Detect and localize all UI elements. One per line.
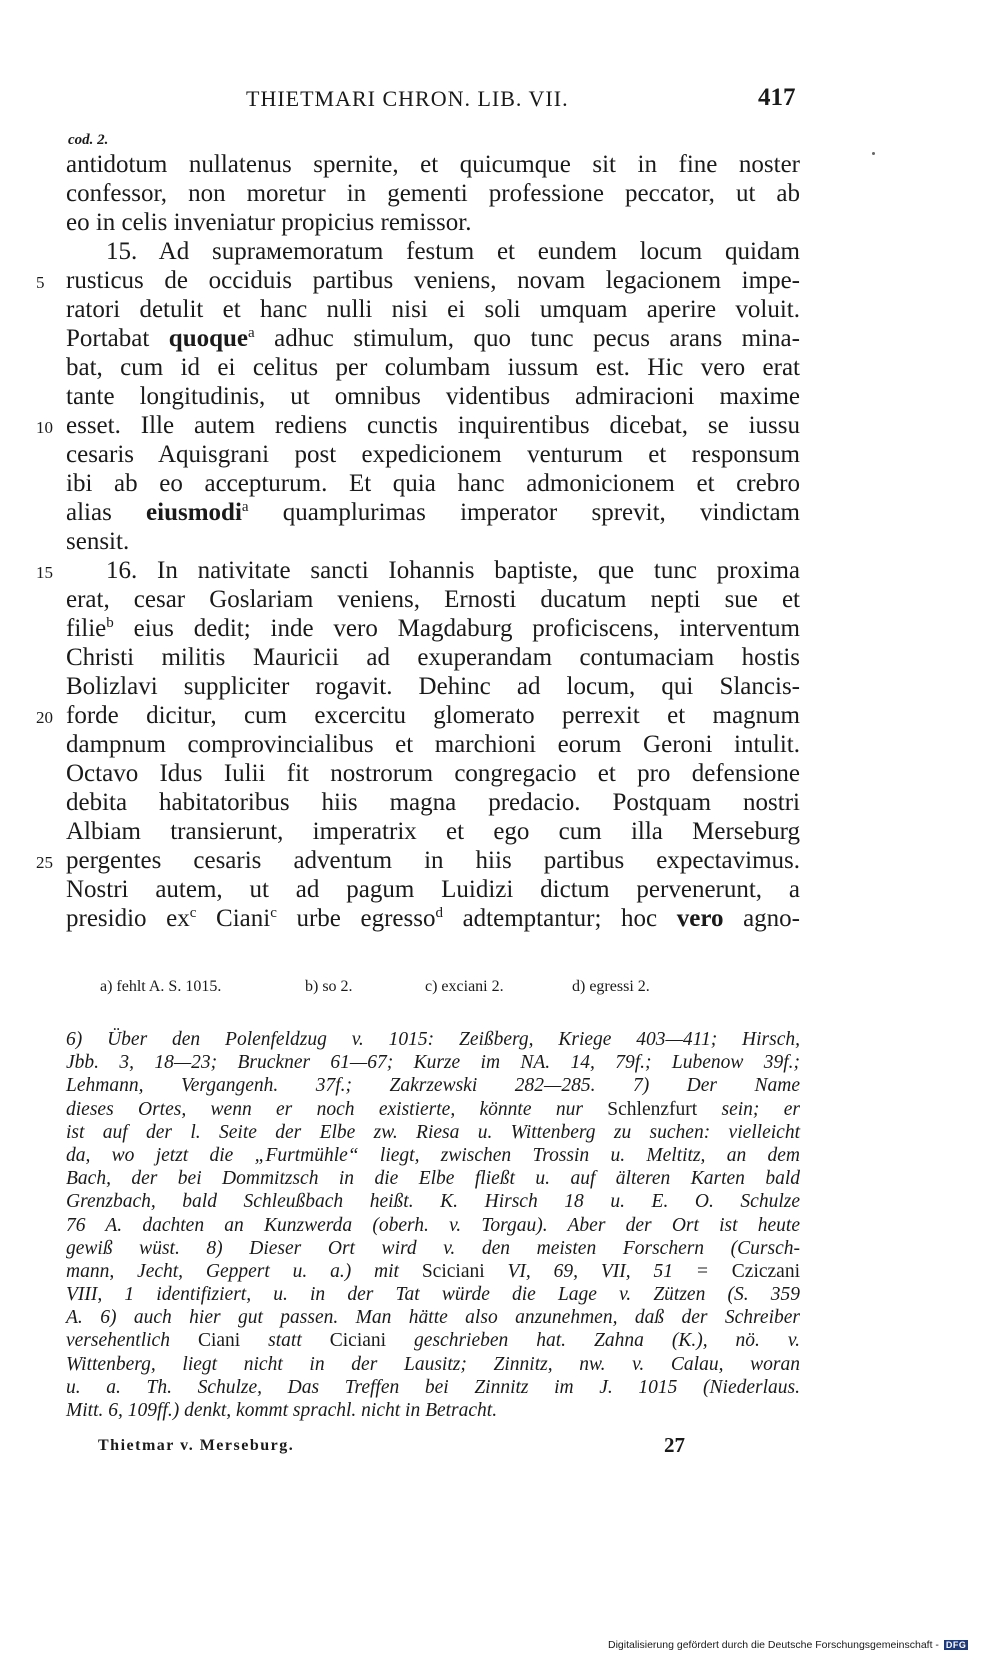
text-run: mann, Jecht, Geppert u. a.) mit	[66, 1260, 422, 1282]
text-run: Bolizlavi suppliciter rogavit. Dehinc ad locum, qui Slancis-	[66, 673, 800, 700]
apparatus-criticus	[100, 978, 720, 1002]
line-text	[66, 585, 800, 614]
text-line	[66, 498, 800, 527]
text-run: urbe egresso	[276, 905, 436, 932]
footnote-line	[66, 1121, 800, 1144]
text-run: esset. Ille autem rediens cunctis inquirentibus dicebat, se iussu	[66, 412, 800, 439]
footnote-marker: b	[106, 615, 114, 631]
footnote-marker: c	[189, 905, 197, 921]
text-line	[66, 179, 800, 208]
line-text	[66, 614, 800, 643]
bold-word: eiusmodi	[146, 499, 242, 526]
footnote-marker: d	[435, 905, 443, 921]
line-number: 10	[36, 418, 53, 437]
main-text	[36, 150, 800, 933]
line-text	[66, 759, 800, 788]
text-run: Mitt. 6, 109ff.) denkt, kommt sprachl. nicht in Betracht.	[66, 1400, 498, 1421]
footnote-line	[66, 1260, 800, 1283]
text-run: Bach, der bei Dommitzsch in die Elbe fließt u. auf älteren Karten bald	[66, 1168, 800, 1190]
footnote-line	[66, 1074, 800, 1097]
line-text	[66, 208, 800, 237]
line-text	[66, 324, 800, 353]
text-run: 6) Über den Polenfeldzug v. 1015: Zeißberg, Kriege 403—411; Hirsch,	[66, 1029, 800, 1050]
text-run: Portabat	[66, 325, 169, 352]
line-number: 15	[36, 563, 53, 582]
text-run: eius dedit; inde vero Magdaburg proficiscens, interventum	[113, 615, 800, 642]
roman-word: Ciciani	[329, 1330, 387, 1352]
paper-speck	[872, 152, 875, 155]
codex-label: cod. 2.	[68, 132, 109, 148]
line-text	[66, 411, 800, 440]
text-line	[66, 759, 800, 788]
line-text	[66, 904, 800, 933]
footnote-marker: a	[241, 499, 249, 515]
text-run: versehentlich	[66, 1330, 198, 1352]
text-run: filie	[66, 615, 107, 642]
footnote-line	[66, 1144, 800, 1167]
footnote-line	[66, 1376, 800, 1399]
running-header	[0, 84, 1000, 118]
text-run: tante longitudinis, ut omnibus videntibus admiracioni maxime	[66, 383, 800, 410]
line-text	[66, 353, 800, 382]
text-line	[36, 411, 800, 440]
bold-word: quoque	[168, 325, 249, 352]
text-run: adtemptantur; hoc	[442, 905, 677, 932]
footnote-line	[66, 1237, 800, 1260]
line-number: 5	[36, 273, 45, 292]
dfg-logo: DFG	[945, 1640, 967, 1650]
line-text	[66, 469, 800, 498]
footnote-line	[66, 1353, 800, 1376]
text-line	[66, 150, 800, 179]
text-run: ist auf der l. Seite der Elbe zw. Riesa u. Wittenberg zu suchen: vielleicht	[66, 1121, 800, 1143]
line-text	[66, 440, 800, 469]
text-line	[36, 266, 800, 295]
line-text	[66, 527, 800, 556]
text-run: VIII, 1 identifiziert, u. in der Tat würde die Lage v. Zützen (S. 359	[66, 1284, 800, 1306]
footnote-line	[66, 1399, 800, 1422]
text-line	[66, 904, 800, 933]
text-run: pergentes cesaris adventum in hiis partibus expectavimus.	[66, 847, 800, 874]
line-text	[66, 382, 800, 411]
footnote-line	[66, 1051, 800, 1074]
text-line	[66, 237, 800, 266]
line-text	[66, 875, 800, 904]
footnote-line	[66, 1098, 800, 1121]
text-run: forde dicitur, cum excercitu glomerato perrexit et magnum	[66, 702, 800, 729]
text-run: presidio ex	[66, 905, 190, 932]
printer-signature: Thietmar v. Merseburg.	[98, 1437, 295, 1454]
text-line	[66, 382, 800, 411]
text-run: debita habitatoribus hiis magna predacio. Postquam nostri	[66, 789, 800, 816]
roman-word: Sciciani	[421, 1260, 485, 1282]
text-line	[66, 353, 800, 382]
apparatus-note-c: c) exciani 2.	[425, 978, 504, 995]
text-run: antidotum nullatenus spernite, et quicumque sit in fine noster	[66, 151, 800, 178]
text-line	[66, 788, 800, 817]
line-text	[66, 643, 800, 672]
text-run: da, wo jetzt die „Furtmühle“ liegt, zwischen Trossin u. Meltitz, an dem	[66, 1144, 800, 1166]
line-text	[106, 237, 800, 266]
text-run: erat, cesar Goslariam veniens, Ernosti ducatum nepti sue et	[66, 586, 800, 613]
text-line	[66, 295, 800, 324]
text-run: 15. Ad suprамemoratum festum et eundem locum quidam	[106, 238, 800, 265]
roman-word: Ciani	[197, 1330, 241, 1352]
digitization-text: Digitalisierung gefördert durch die Deutsche Forschungsgemeinschaft -	[608, 1639, 939, 1651]
line-text	[66, 788, 800, 817]
line-text	[66, 150, 800, 179]
text-run: Nostri autem, ut ad pagum Luidizi dictum pervenerunt, a	[66, 876, 800, 903]
text-line	[36, 846, 800, 875]
sheet-number: 27	[664, 1433, 685, 1457]
text-run: alias	[66, 499, 147, 526]
line-text	[66, 672, 800, 701]
footnote-line	[66, 1306, 800, 1329]
text-run: Wittenberg, liegt nicht in der Lausitz; Zinnitz, nw. v. Calau, woran	[66, 1353, 800, 1375]
text-run: Jbb. 3, 18—23; Bruckner 61—67; Kurze im NA. 14, 79f.; Lubenow 39f.;	[66, 1052, 800, 1074]
text-line	[66, 469, 800, 498]
footnote-marker: c	[270, 905, 277, 921]
line-text	[66, 498, 800, 527]
line-text	[66, 817, 800, 846]
footnote-line	[66, 1167, 800, 1190]
text-line	[36, 556, 800, 585]
apparatus-note-b: b) so 2.	[305, 978, 353, 995]
text-run: ratori detulit et hanc nulli nisi ei soli umquam aperire voluit.	[66, 296, 800, 323]
text-line	[66, 208, 800, 237]
text-run: sein; er	[697, 1098, 800, 1120]
text-line	[66, 585, 800, 614]
apparatus-note-a: a) fehlt A. S. 1015.	[100, 978, 222, 995]
text-run: adhuc stimulum, quo tunc pecus arans mina-	[254, 325, 800, 352]
text-run: Ciani	[196, 905, 271, 932]
footnote-line	[66, 1283, 800, 1306]
text-run: Lehmann, Vergangenh. 37f.; Zakrzewski 282—285. 7) Der Name	[66, 1075, 800, 1097]
line-text	[66, 701, 800, 730]
text-line	[66, 324, 800, 353]
text-run: confessor, non moretur in gementi professione peccator, ut ab	[66, 180, 800, 207]
line-text	[66, 730, 800, 759]
line-text	[66, 295, 800, 324]
page-number: 417	[758, 84, 796, 111]
text-run: Grenzbach, bald Schleußbach heißt. K. Hirsch 18 u. E. O. Schulze	[66, 1191, 800, 1213]
line-number: 25	[36, 853, 53, 872]
footnote-marker: a	[248, 325, 255, 341]
footnotes	[66, 1028, 800, 1422]
text-run: 76 A. dachten an Kunzwerda (oberh. v. Torgau). Aber der Ort ist heute	[66, 1214, 800, 1236]
text-line	[36, 701, 800, 730]
footnote-line	[66, 1329, 800, 1352]
text-line	[66, 817, 800, 846]
text-run: gewiß wüst. 8) Dieser Ort wird v. den meisten Forschern (Cursch-	[66, 1237, 800, 1259]
text-run: statt	[240, 1330, 330, 1352]
bold-word: vero	[676, 905, 724, 932]
text-run: cesaris Aquisgrani post expedicionem venturum et responsum	[66, 441, 800, 468]
text-line	[66, 440, 800, 469]
text-run: agno-	[723, 905, 800, 932]
roman-word: Cziczani	[731, 1260, 801, 1282]
text-run: bat, cum id ei celitus per columbam iussum est. Hic vero erat	[66, 354, 800, 381]
text-run: quamplurimas imperator sprevit, vindictam	[248, 499, 800, 526]
apparatus-note-d: d) egressi 2.	[572, 978, 650, 995]
text-run: dieses Ortes, wenn er noch existierte, könnte nur	[66, 1098, 608, 1120]
text-run: VI, 69, VII, 51 =	[484, 1260, 732, 1282]
text-line	[66, 643, 800, 672]
text-run: ibi ab eo accepturum. Et quia hanc admonicionem et crebro	[66, 470, 800, 497]
text-run: rusticus de occiduis partibus veniens, novam legacionem impe-	[66, 267, 800, 294]
text-run: geschrieben hat. Zahna (K.), nö. v.	[386, 1330, 800, 1352]
text-line	[66, 614, 800, 643]
text-run: Albiam transierunt, imperatrix et ego cum illa Merseburg	[66, 818, 800, 845]
text-line	[66, 730, 800, 759]
text-run: eo in celis inveniatur propicius remissor.	[66, 209, 472, 236]
line-text	[106, 556, 800, 585]
text-run: A. 6) auch hier gut passen. Man hätte also anzunehmen, daß der Schreiber	[66, 1307, 800, 1329]
footnote-line	[66, 1028, 800, 1051]
roman-word: Schlenzfurt	[607, 1098, 698, 1120]
line-text	[66, 846, 800, 875]
text-run: 16. In nativitate sancti Iohannis baptiste, que tunc proxima	[106, 557, 800, 584]
text-line	[66, 527, 800, 556]
line-text	[66, 179, 800, 208]
line-text	[66, 266, 800, 295]
text-run: u. a. Th. Schulze, Das Treffen bei Zinnitz im J. 1015 (Niederlaus.	[66, 1376, 800, 1398]
text-run: sensit.	[66, 528, 130, 555]
text-run: Christi militis Mauricii ad exuperandam contumaciam hostis	[66, 644, 800, 671]
footnote-line	[66, 1214, 800, 1237]
running-title: THIETMARI CHRON. LIB. VII.	[246, 86, 569, 111]
digitization-note	[608, 1639, 968, 1651]
text-run: dampnum comprovincialibus et marchioni eorum Geroni intulit.	[66, 731, 800, 758]
text-run: Octavo Idus Iulii fit nostrorum congregacio et pro defensione	[66, 760, 800, 787]
line-number: 20	[36, 708, 53, 727]
footnote-line	[66, 1190, 800, 1213]
text-line	[66, 875, 800, 904]
text-line	[66, 672, 800, 701]
